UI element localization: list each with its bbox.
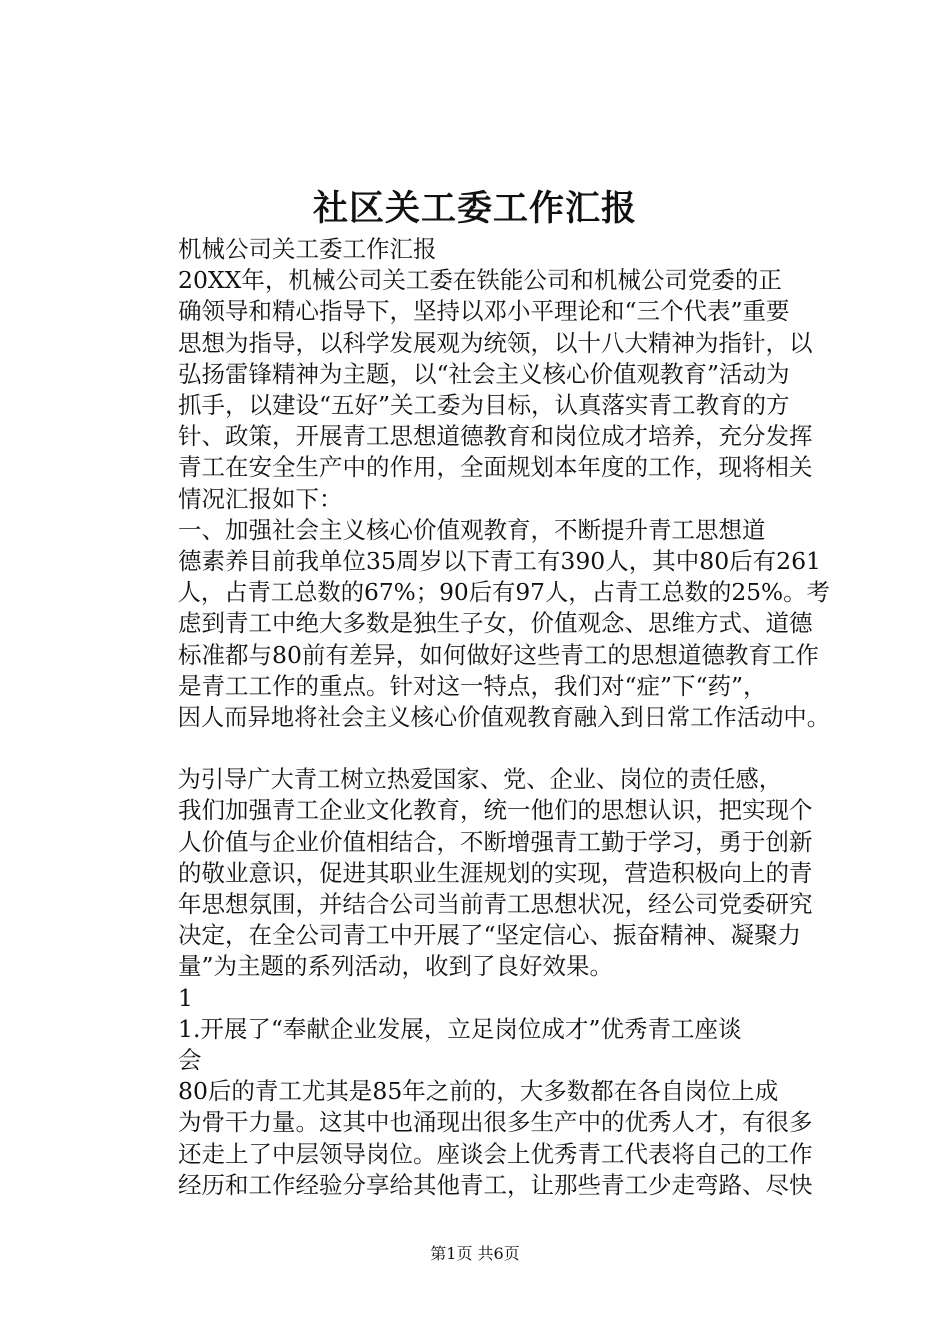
text-line: 人，占青工总数的67%；90后有97人，占青工总数的25%。考 xyxy=(177,578,830,607)
text-line: 德素养目前我单位35周岁以下青工有390人，其中80后有261 xyxy=(178,547,822,576)
text-line: 我们加强青工企业文化教育，统一他们的思想认识，把实现个 xyxy=(178,796,813,825)
document-title: 社区关工委工作汇报 xyxy=(312,188,637,229)
text-line: 会 xyxy=(178,1046,202,1075)
number-line: 1 xyxy=(178,983,193,1012)
text-line: 弘扬雷锋精神为主题，以“社会主义核心价值观教育”活动为 xyxy=(178,359,790,388)
text-line: 是青工工作的重点。针对这一特点，我们对“症”下“药”， xyxy=(178,671,767,700)
text-line: 为骨干力量。这其中也涌现出很多生产中的优秀人才，有很多 xyxy=(178,1108,813,1137)
text-line: 20XX年，机械公司关工委在铁能公司和机械公司党委的正 xyxy=(178,266,782,295)
paragraph-forum-heading xyxy=(130,1014,830,1076)
text-line: 确领导和精心指导下，坚持以邓小平理论和“三个代表”重要 xyxy=(178,297,790,326)
paragraph-forum-body xyxy=(130,1076,830,1201)
text-line: 因人而异地将社会主义核心价值观教育融入到日常工作活动中。 xyxy=(177,703,831,732)
text-line: 年思想氛围，并结合公司当前青工思想状况，经公司党委研究 xyxy=(178,890,813,919)
text-line: 虑到青工中绝大多数是独生子女，价值观念、思维方式、道德 xyxy=(178,609,813,638)
text-line: 针、政策，开展青工思想道德教育和岗位成才培养，充分发挥 xyxy=(178,422,813,451)
paragraph-intro xyxy=(130,265,830,515)
text-line: 为引导广大青工树立热爱国家、党、企业、岗位的责任感， xyxy=(177,765,783,794)
text-line: 标准都与80前有差异，如何做好这些青工的思想道德教育工作 xyxy=(178,640,819,669)
text-line: 抓手，以建设“五好”关工委为目标，认真落实青工教育的方 xyxy=(178,391,790,420)
text-line: 思想为指导，以科学发展观为统领，以十八大精神为指针，以 xyxy=(178,328,813,357)
blank-line xyxy=(130,733,830,764)
text-line: 的敬业意识，促进其职业生涯规划的实现，营造积极向上的青 xyxy=(178,858,813,887)
text-line: 还走上了中层领导岗位。座谈会上优秀青工代表将自己的工作 xyxy=(178,1139,813,1168)
text-line: 青工在安全生产中的作用，全面规划本年度的工作，现将相关 xyxy=(178,453,813,482)
text-line: 决定，在全公司青工中开展了“坚定信心、振奋精神、凝聚力 xyxy=(178,921,802,950)
page-indicator: 第1页 共6页 xyxy=(430,1244,520,1263)
text-line: 量”为主题的系列活动，收到了良好效果。 xyxy=(178,952,614,981)
document-subtitle: 机械公司关工委工作汇报 xyxy=(178,235,437,263)
paragraph-section-one xyxy=(130,515,830,733)
document-body xyxy=(130,234,830,1201)
text-line: 一、加强社会主义核心价值观教育，不断提升青工思想道 xyxy=(178,515,766,544)
text-line: 1.开展了“奉献企业发展，立足岗位成才”优秀青工座谈 xyxy=(178,1014,742,1043)
text-line: 80后的青工尤其是85年之前的，大多数都在各自岗位上成 xyxy=(178,1077,779,1106)
text-line: 情况汇报如下： xyxy=(178,484,343,513)
text-line: 经历和工作经验分享给其他青工，让那些青工少走弯路、尽快 xyxy=(178,1170,813,1199)
text-line: 人价值与企业价值相结合，不断增强青工勤于学习，勇于创新 xyxy=(178,827,813,856)
paragraph-guidance xyxy=(130,764,830,982)
